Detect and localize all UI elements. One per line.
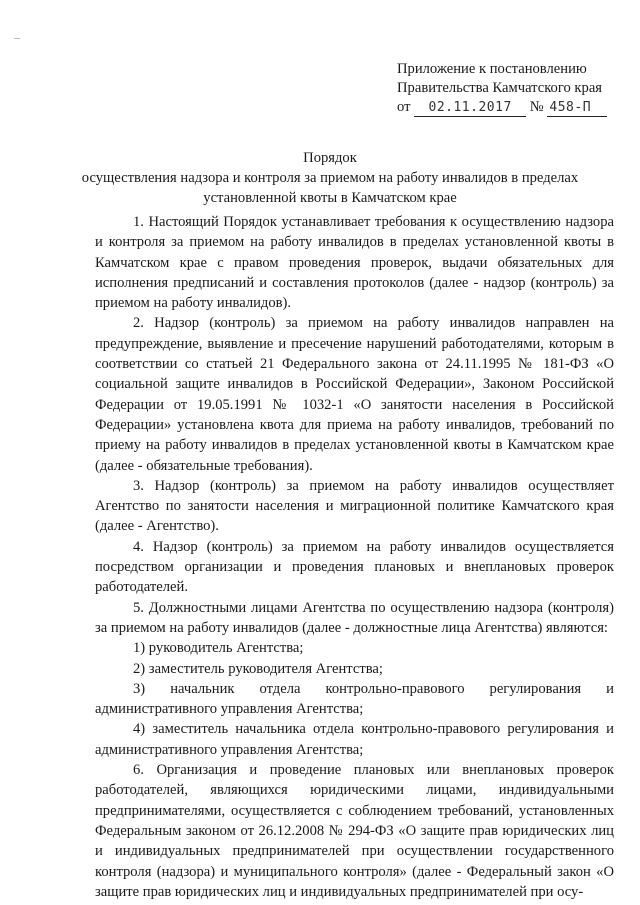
document-title bbox=[80, 148, 580, 208]
list-item-3: 3) начальник отдела контрольно-правового регулирования и административного управления Агентства; bbox=[95, 680, 614, 718]
list-item-4: 4) заместитель начальника отдела контрольно-правового регулирования и административного управления Агентства; bbox=[95, 721, 614, 758]
date-prefix: от bbox=[397, 99, 411, 115]
number-value: 458-П bbox=[547, 100, 607, 117]
title-line-3: установленной квоты в Камчатском крае bbox=[203, 190, 457, 206]
paragraph-2: 2. Надзор (контроль) за приемом на работу инвалидов направлен на предупреждение, выявление и пресечение нарушений работодателями, которым в соответствии со статьей 21 Федерального закона от 24.11.1995 № 181-ФЗ «О социальной защите инвалидов в Российской Федерации», Законом Российской Федерации от 19.05.1991 № 1032-1 «О занятости населения в Российской Федерации» установлена квота для приема на работу инвалидов, требований по приему на работу инвалидов в пределах установленной квоты в Камчатском крае (далее - обязательные требования). bbox=[95, 315, 614, 474]
title-line-2: осуществления надзора и контроля за приемом на работу инвалидов в пределах bbox=[81, 170, 579, 186]
paragraph-6: 6. Организация и проведение плановых или внеплановых проверок работодателей, являющихся юридическими лицами, индивидуальными предпринимателями, осуществляется с соблюдением требований, установленных Федеральным законом от 26.12.2008 № 294-ФЗ «О защите прав юридических лиц и индивидуальных предпринимателей при осуществлении государственного контроля (надзора) и муниципального контроля» (далее - Федеральный закон «О защите прав юридических лиц и индивидуальных предпринимателей при осу- bbox=[95, 762, 614, 900]
title-line-1: Порядок bbox=[303, 150, 357, 166]
scan-mark bbox=[14, 38, 20, 39]
document-body bbox=[95, 212, 614, 902]
list-item-2: 2) заместитель руководителя Агентства; bbox=[133, 660, 383, 677]
paragraph-3: 3. Надзор (контроль) за приемом на работу инвалидов осуществляет Агентство по занятости населения и миграционной политике Камчатского края (далее - Агентство). bbox=[95, 477, 614, 535]
appendix-line-1: Приложение к постановлению bbox=[397, 61, 587, 77]
paragraph-4: 4. Надзор (контроль) за приемом на работу инвалидов осуществляется посредством организации и проведения плановых и внеплановых проверок работодателей. bbox=[95, 538, 614, 596]
appendix-header bbox=[397, 60, 627, 117]
appendix-line-2: Правительства Камчатского края bbox=[397, 80, 603, 96]
appendix-date-line bbox=[397, 98, 627, 117]
date-value: 02.11.2017 bbox=[414, 100, 526, 117]
paragraph-5: 5. Должностными лицами Агентства по осуществлению надзора (контроля) за приемом на работу инвалидов (далее - должностные лица Агентства) являются: bbox=[95, 599, 614, 636]
number-prefix: № bbox=[529, 99, 544, 115]
list-item-1: 1) руководитель Агентства; bbox=[133, 640, 304, 657]
paragraph-1: 1. Настоящий Порядок устанавливает требования к осуществлению надзора и контроля за приемом на работу инвалидов в пределах установленной квоты в Камчатском крае с правом проведения проверок, выдачи обязательных для исполнения предписаний и составления протоколов (далее - надзор (контроль) за приемом на работу инвалидов). bbox=[95, 214, 614, 312]
